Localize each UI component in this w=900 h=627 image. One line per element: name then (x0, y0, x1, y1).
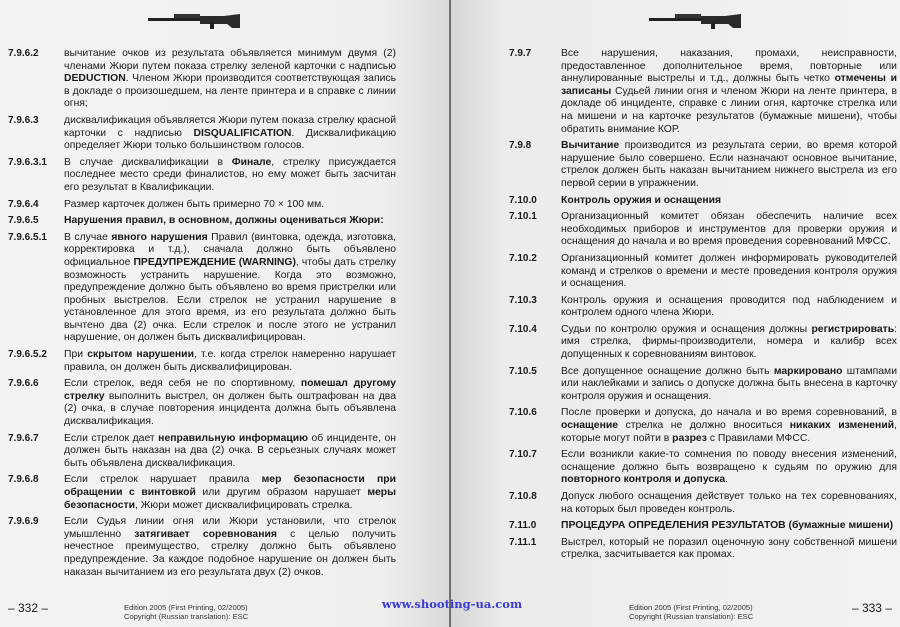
clause (509, 295, 897, 320)
edition-note (629, 603, 753, 621)
clause (509, 211, 897, 249)
clause-text: Организационный комитет должен информировать руководителей команд и стрелков о времени и месте проведения контроля оружия и оснащения. (561, 252, 897, 290)
clause-text: При скрытом нарушении, т.е. когда стрелок намеренно нарушает правила, он должен быть дисквалифицирован. (64, 349, 396, 373)
clause-number: 7.9.6.8 (8, 474, 39, 486)
clause (8, 516, 396, 579)
clause-text: Выстрел, который не поразил оценочную зону собственной мишени стрелка, засчитывается как промах. (561, 536, 897, 561)
clause-text: Вычитание производится из результата серии, во время которой нарушение было совершено. Если назначают основное вычитание, стрелок должен быть наказан вычитанием нижнего выстрела из его первой серии в упражнении. (561, 140, 897, 189)
copyright-line: Copyright (Russian translation): ESC (124, 612, 249, 621)
clause-number: 7.10.0 (509, 194, 537, 206)
clause (8, 199, 396, 212)
clause (509, 140, 897, 190)
clause-text: Все нарушения, наказания, промахи, неисправности, предоставленное дополнительное время, повторные или аннулированные выстрелы и т.д., должны быть четко отмечены и записаны Судьей линии огня и членом Жюри на ленте принтера, в докладе об инциденте, справке с линии огня, карточке стрелка или на мишени и на карточке результатов (бумажные мишени), чтобы обратить внимание КОР. (561, 48, 897, 135)
clause (8, 378, 396, 428)
clause (8, 157, 396, 195)
clause-number: 7.10.1 (509, 211, 537, 223)
clause (8, 215, 396, 228)
clause-text: ПРОЦЕДУРА ОПРЕДЕЛЕНИЯ РЕЗУЛЬТАТОВ (бумажные мишени) (561, 520, 894, 532)
clause-text: Судьи по контролю оружия и оснащения должны регистрировать: имя стрелка, фирмы-производители, номера и калибр всех допущенных к соревнованиям винтовок. (561, 323, 897, 361)
clause-number: 7.9.6.7 (8, 432, 39, 444)
page-number: – 333 – (851, 601, 892, 615)
clause-text: Контроль оружия и оснащения (561, 194, 722, 206)
clause-text: Размер карточек должен быть примерно 70 × 100 мм. (64, 198, 325, 210)
clause (509, 195, 897, 208)
clause-number: 7.9.6.5 (8, 215, 39, 227)
rifle-icon (647, 8, 743, 32)
clause-text: В случае явного нарушения Правил (винтовка, одежда, изготовка, корректировка и т.д.), сначала должно быть объявлено официальное ПРЕДУПРЕЖДЕНИЕ (WARNING), чтобы дать стрелку возможность устранить нарушение. Когда это возможно, предупреждение должно быть объявлено во время пристрелки или пробных выстрелов. Если стрелок не устранил нарушение в установленное для этого время, из его результата должно быть вычтено два (2) очка. Если стрелок и после этого не устранил нарушение, он должен быть дисквалифицирован. (64, 231, 396, 344)
clause-number: 7.10.8 (509, 491, 537, 502)
clause-number: 7.10.5 (509, 365, 537, 377)
clause (509, 324, 897, 362)
clause-number: 7.9.6.2 (8, 48, 39, 59)
right-page (451, 0, 900, 627)
clause-text: Все допущенное оснащение должно быть маркировано штампами или наклейками и запись о допуске должна быть внесена в карточку контроля оружия и оснащения. (561, 365, 897, 402)
clause-number: 7.11.0 (509, 520, 537, 532)
clause-number: 7.9.7 (509, 48, 532, 59)
clause (509, 520, 897, 533)
clause-text: Если стрелок, ведя себя не по спортивному, помешал другому стрелку выполнить выстрел, он должен быть оштрафован на два (2) очка, в случае повторения инцидента должна быть объявлена дисквалификация. (64, 378, 396, 428)
clause (509, 449, 897, 487)
edition-line: Edition 2005 (First Printing, 02/2005) (124, 603, 248, 612)
clause-text: Допуск любого оснащения действует только на тех соревнованиях, на которых был проведен контроль. (561, 491, 897, 515)
clause-number: 7.9.8 (509, 140, 532, 152)
right-clause-list (509, 48, 897, 566)
page-number: – 332 – (8, 601, 49, 615)
clause-number: 7.9.6.9 (8, 516, 39, 528)
rifle-icon (146, 8, 242, 32)
edition-line: Edition 2005 (First Printing, 02/2005) (629, 603, 753, 612)
clause-number: 7.9.6.3.1 (8, 156, 47, 168)
clause-number: 7.10.2 (509, 252, 537, 264)
clause (8, 232, 396, 345)
clause (8, 48, 396, 111)
clause-number: 7.9.6.4 (8, 198, 39, 210)
clause-number: 7.10.3 (509, 294, 537, 306)
watermark-url[interactable]: www.shooting-ua.com (381, 597, 523, 611)
clause-text: дисквалификация объявляется Жюри путем показа стрелку красной карточки с надписью DISQUALIFICATION. Дисквалификацию определяет Жюри только большинством голосов. (64, 114, 396, 152)
clause-text: В случае дисквалификации в Финале, стрелку присуждается последнее место среди финалистов, но ему может быть засчитан его результат в Квалификации. (64, 156, 396, 193)
clause-text: После проверки и допуска, до начала и во время соревнований, в оснащение стрелка не должно вноситься никаких изменений, которые могут пойти в разрез с Правилами МФСС. (561, 407, 897, 444)
clause-text: Контроль оружия и оснащения проводится под наблюдением и контролем одного члена Жюри. (561, 294, 897, 319)
clause (509, 537, 897, 562)
clause (509, 407, 897, 445)
clause-text: Если Судья линии огня или Жюри установили, что стрелок умышленно затягивает соревнования с целью получить нечестное преимущество, стрелку должно быть объявлено предупреждение. За каждое подобное нарушение он должен быть наказан вычитанием из его результата двух (2) очков. (64, 516, 396, 578)
clause-text: Нарушения правил, в основном, должны оцениваться Жюри: (64, 215, 384, 227)
clause (509, 253, 897, 291)
clause (509, 366, 897, 404)
clause (509, 48, 897, 136)
clause-number: 7.9.6.5.1 (8, 231, 47, 243)
clause-text: Если возникли какие-то сомнения по поводу внесения изменений, оснащение должно быть возвращено к судьям по оружию для повторного контроля и допуска. (561, 449, 897, 486)
clause-number: 7.10.4 (509, 323, 537, 335)
clause (8, 433, 396, 471)
clause-number: 7.9.6.3 (8, 114, 39, 126)
clause (8, 349, 396, 374)
clause-number: 7.11.1 (509, 536, 537, 548)
clause-text: Если стрелок дает неправильную информацию об инциденте, он должен быть наказан на два (2) очка. В серьезных случаях может быть объявлена дисквалификация. (64, 432, 397, 469)
clause (8, 474, 396, 512)
clause-number: 7.9.6.6 (8, 378, 39, 390)
clause-number: 7.9.6.5.2 (8, 349, 47, 361)
clause-number: 7.10.7 (509, 449, 537, 461)
edition-note (124, 603, 248, 621)
clause-text: Организационный комитет обязан обеспечить наличие всех необходимых приборов и инструментов для проверки оружия и оснащения до начала и во время проведения соревнований МФСС. (561, 211, 897, 248)
clause-text: Если стрелок нарушает правила мер безопасности при обращении с винтовкой или другим образом нарушает меры безопасности, Жюри может дисквалифицировать стрелка. (64, 474, 396, 511)
left-clause-list (8, 48, 396, 583)
clause (8, 115, 396, 153)
copyright-line: Copyright (Russian translation): ESC (629, 612, 754, 621)
clause (509, 491, 897, 516)
clause-text: вычитание очков из результата объявляется минимум двумя (2) членами Жюри путем показа стрелку зеленой карточки с надписью DEDUCTION. Членом Жюри производится соответствующая запись в докладе о произошедшем, на ленте принтера и в справке с линии огня; (64, 48, 396, 110)
left-page (0, 0, 449, 627)
clause-number: 7.10.6 (509, 407, 537, 419)
